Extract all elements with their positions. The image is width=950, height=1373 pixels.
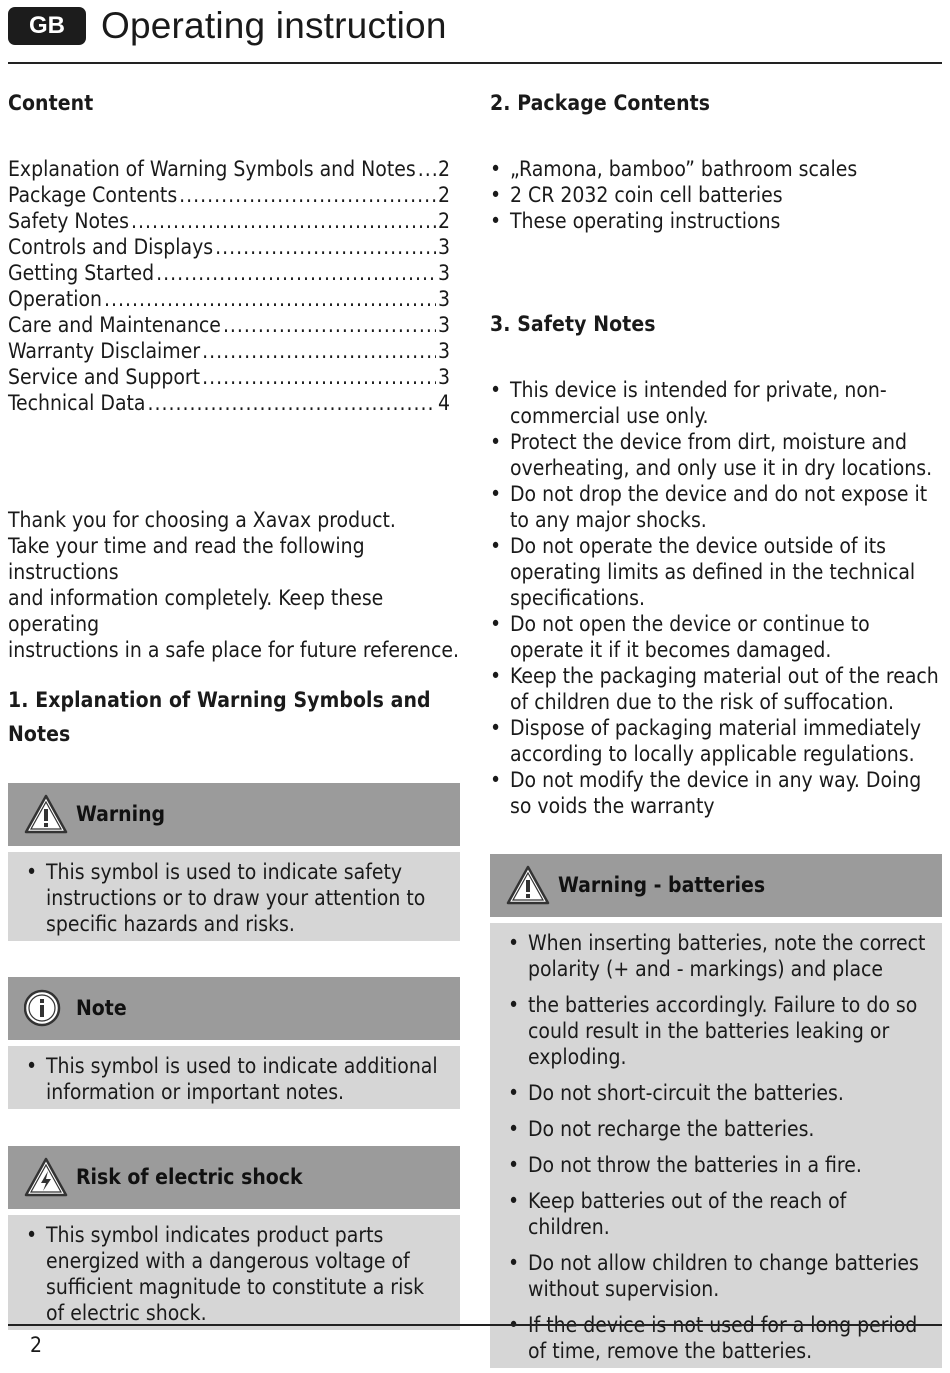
list-item: • This symbol indicates product parts energized with a dangerous voltage of sufficient magnitude to constitute a risk of electric shock. [26,1222,448,1326]
toc-row [8,208,450,234]
package-contents-list [490,156,942,234]
warning-box-header [8,783,460,846]
toc-page: 3 [437,261,450,285]
intro-line: and information completely. Keep these operating [8,586,384,636]
electric-shock-box-header [8,1146,460,1209]
page-number: 2 [30,1333,43,1357]
list-item: • These operating instructions [490,208,942,234]
list-item: • This symbol is used to indicate safety instructions or to draw your attention to specific hazards and risks. [26,859,448,937]
list-item: • Do not short-circuit the batteries. [508,1080,930,1106]
intro-line: Take your time and read the following instructions [8,534,365,584]
list-item: • This symbol is used to indicate additional information or important notes. [26,1053,448,1105]
list-item: • Do not throw the batteries in a fire. [508,1152,930,1178]
toc-row [8,260,450,286]
toc-row [8,338,450,364]
list-item: • If the device is not used for a long period of time, remove the batteries. [508,1312,930,1364]
section-3-heading: 3. Safety Notes [490,312,656,336]
electric-shock-icon [24,1156,68,1198]
list-item: • 2 CR 2032 coin cell batteries [490,182,942,208]
electric-shock-box [8,1146,460,1330]
toc-row [8,364,450,390]
note-box-header [8,977,460,1040]
toc-label: Getting Started [8,261,155,285]
toc-label: Operation [8,287,103,311]
page-header [8,4,942,46]
info-circle-icon [24,987,68,1029]
list-item: • Dispose of packaging material immediately according to locally applicable regulations. [490,715,942,767]
toc-page: 3 [437,339,450,363]
list-item: • When inserting batteries, note the correct polarity (+ and - markings) and place [508,930,930,982]
warning-box-title: Warning [76,802,166,826]
list-item: • Do not recharge the batteries. [508,1116,930,1142]
page-title: Operating instruction [101,5,447,46]
toc-row [8,182,450,208]
intro-line: instructions in a safe place for future reference. [8,638,459,662]
list-item: • Keep batteries out of the reach of children. [508,1188,930,1240]
toc-label: Safety Notes [8,209,129,233]
electric-shock-box-body [8,1215,460,1330]
toc-page: 3 [437,365,450,389]
battery-warning-box-title: Warning - batteries [558,873,766,897]
toc-page: 3 [437,313,450,337]
list-item: • Protect the device from dirt, moisture and overheating, and only use it in dry locations. [490,429,942,481]
section-2-heading: 2. Package Contents [490,91,711,115]
battery-warning-box-body [490,923,942,1368]
list-item: • Do not operate the device outside of its operating limits as defined in the technical specifications. [490,533,942,611]
toc-label: Technical Data [8,391,146,415]
list-item: • „Ramona, bamboo” bathroom scales [490,156,942,182]
warning-box [8,783,460,941]
battery-warning-box [490,854,942,1368]
intro-line: Thank you for choosing a Xavax product. [8,508,396,532]
toc-label: Care and Maintenance [8,313,221,337]
warning-box-body [8,852,460,941]
note-box [8,977,460,1109]
toc-page: 3 [437,287,450,311]
toc-page: 4 [437,391,450,415]
toc-row [8,156,450,182]
toc-label: Service and Support [8,365,201,389]
list-item: • Keep the packaging material out of the reach of children due to the risk of suffocation. [490,663,942,715]
toc-page: 2 [437,157,450,181]
note-box-body [8,1046,460,1109]
toc-page: 3 [437,235,450,259]
list-item: • This device is intended for private, non-commercial use only. [490,377,942,429]
safety-notes-list [490,377,942,819]
toc-label: Explanation of Warning Symbols and Notes [8,157,416,181]
table-of-contents [8,156,460,416]
right-column [490,86,942,1368]
left-column [8,86,460,1330]
toc-label: Package Contents [8,183,178,207]
toc-label: Controls and Displays [8,235,214,259]
toc-label: Warranty Disclaimer [8,339,201,363]
battery-warning-box-header [490,854,942,917]
toc-row [8,286,450,312]
language-badge: GB [8,7,86,45]
header-rule [8,62,942,64]
list-item: • Do not drop the device and do not expose it to any major shocks. [490,481,942,533]
footer-rule [8,1324,942,1326]
warning-triangle-icon [24,793,68,835]
toc-row [8,234,450,260]
intro-paragraph [8,507,460,663]
section-1-heading: 1. Explanation of Warning Symbols and Notes [8,688,431,746]
toc-page: 2 [437,209,450,233]
content-heading: Content [8,91,94,115]
toc-page: 2 [437,183,450,207]
list-item: • the batteries accordingly. Failure to do so could result in the batteries leaking or exploding. [508,992,930,1070]
list-item: • Do not open the device or continue to operate it if it becomes damaged. [490,611,942,663]
list-item: • Do not allow children to change batteries without supervision. [508,1250,930,1302]
toc-row [8,390,450,416]
warning-triangle-icon [506,864,550,906]
electric-shock-box-title: Risk of electric shock [76,1165,303,1189]
list-item: • Do not modify the device in any way. Doing so voids the warranty [490,767,942,819]
note-box-title: Note [76,996,127,1020]
toc-row [8,312,450,338]
